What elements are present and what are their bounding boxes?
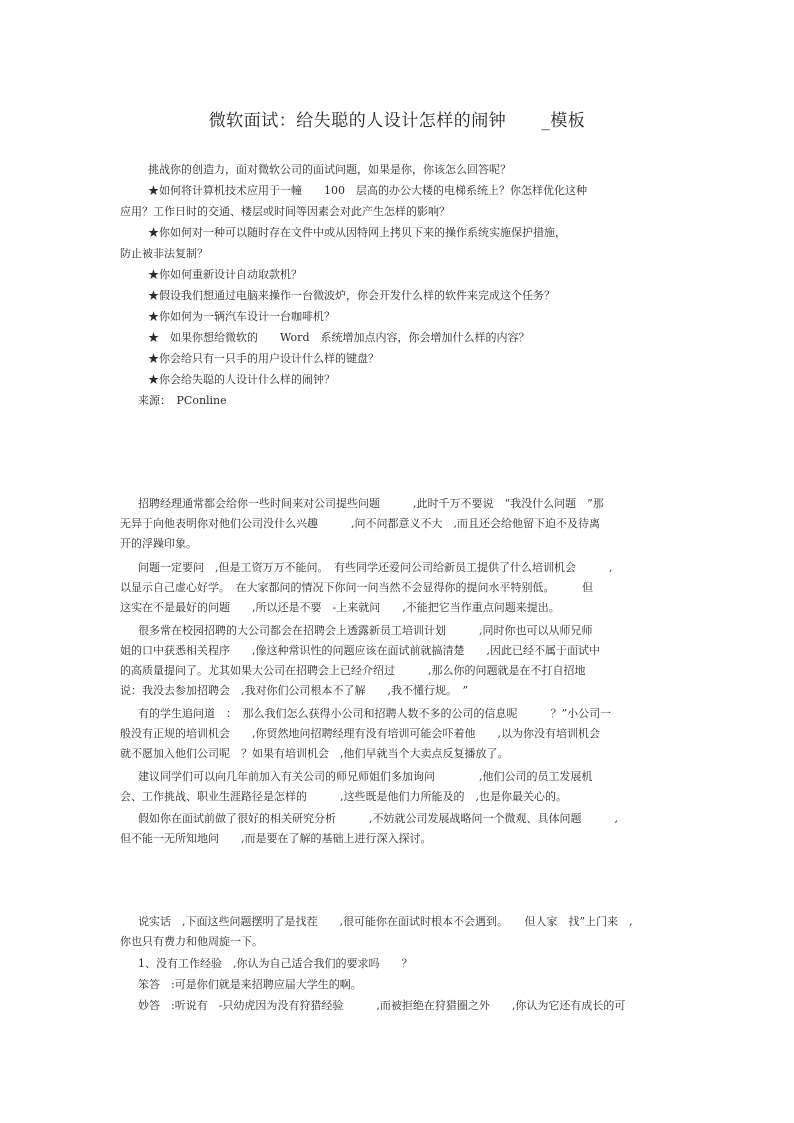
question-line: ★你如何对一种可以随时存在文件中或从因特网上拷贝下来的操作系统实施保护措施，	[148, 226, 566, 239]
paragraph-line: 建议同学们可以向几年前加入有关公司的师兄师姐们多加询问 ,他们公司的员工发展机	[138, 770, 593, 783]
paragraph-line: 但不能一无所知地问 ,而是要在了解的基础上进行深入探讨。	[120, 832, 432, 845]
question-line: ★你如何为一辆汽车设计一台咖啡机？	[148, 310, 335, 323]
question-line: 1、没有工作经验 ,你认为自己适合我们的要求吗 ？	[138, 957, 413, 970]
question-line: ★你会给只有一只手的用户设计什么样的键盘？	[148, 352, 379, 365]
paragraph-line: 无异于向他表明你对他们公司没什么兴趣 ,问不问都意义不大 ,而且还会给他留下迫不及待离	[120, 517, 600, 530]
paragraph-line: 假如你在面试前做了很好的相关研究分析 ,不妨就公司发展战略问一个微观、具体问题 ,	[138, 812, 618, 825]
paragraph-line: 说实话 ,下面这些问题摆明了是找茬 ,很可能你在面试时根本不会遇到。 但人家 找”上门来 ,	[138, 915, 633, 928]
question-line: 防止被非法复制？	[120, 247, 208, 260]
paragraph-line: 姐的口中获悉相关程序 ,像这种常识性的问题应该在面试前就搞清楚 ,因此已经不属于面试中	[120, 644, 600, 657]
question-line: 应用？工作日时的交通、楼层或时间等因素会对此产生怎样的影响？	[120, 205, 450, 218]
answer-line: 笨答 :可是你们就是来招聘应届大学生的啊。	[138, 978, 362, 991]
paragraph-line: 你也只有费力和他周旋一下。	[120, 935, 263, 948]
paragraph-line: 会、工作挑战、职业生涯路径是怎样的 ,这些既是他们力所能及的 ,也是你最关心的。	[120, 790, 567, 803]
question-line: ★假设我们想通过电脑来操作一台微波炉，你会开发什么样的软件来完成这个任务？	[148, 289, 555, 302]
answer-line: 妙答 :听说有 -只幼虎因为没有狩猎经验 ,而被拒绝在狩猎圈之外 ,你认为它还有成长的可	[138, 999, 626, 1012]
paragraph-line: 有的学生追问道 ： 那么我们怎么获得小公司和招聘人数不多的公司的信息呢 ？”小公司一	[138, 707, 612, 720]
paragraph-line: 以显示自己虚心好学。 在大家都问的情况下你问一问当然不会显得你的提问水平特别低。 但	[120, 581, 593, 594]
paragraph-line: 说：我没去参加招聘会 ,我对你们公司根本不了解 ,我不懂行规。 ”	[120, 684, 469, 697]
paragraph-line: 这实在不是最好的问题 ,所以还是不要 -上来就问 ,不能把它当作重点问题来提出。	[120, 601, 560, 614]
paragraph-line: 的高质量提问了。尤其如果大公司在招聘会上已经介绍过 ,那么你的问题就是在不打自招地	[120, 664, 586, 677]
paragraph-line: 很多常在校园招聘的大公司都会在招聘会上透露新员工培训计划 ,同时你也可以从师兄师	[138, 624, 593, 637]
question-line: ★你如何重新设计自动取款机？	[148, 268, 302, 281]
source-line: 来源： PConline	[138, 394, 227, 407]
paragraph-line: 招聘经理通常都会给你一些时间来对公司提些问题 ,此时千万不要说 “我没什么问题 ”那	[138, 497, 604, 510]
question-line: ★ 如果你想给微软的 Word 系统增加点内容，你会增加什么样的内容？	[148, 331, 530, 344]
paragraph-line: 问题一定要问 ,但是工资万万不能问。 有些同学还爱问公司给新员工提供了什么培训机会 ,	[138, 561, 613, 574]
paragraph-line: 般没有正规的培训机会 ,你贸然地问招聘经理有没有培训可能会吓着他 ,以为你没有培训机会	[120, 727, 600, 740]
paragraph-line: 就不愿加入他们公司呢 ？如果有培训机会 ,他们早就当个大卖点反复播放了。	[120, 747, 509, 760]
paragraph-line: 开的浮躁印象。	[120, 537, 197, 550]
question-line: ★你会给失聪的人设计什么样的闹钟？	[148, 373, 335, 386]
question-line: ★如何将计算机技术应用于一幢 100 层高的办公大楼的电梯系统上？你怎样优化这种	[148, 184, 587, 197]
document-title: 微软面试：给失聪的人设计怎样的闹钟 _模板	[208, 111, 586, 131]
paragraph-line: 挑战你的创造力，面对微软公司的面试问题，如果是你，你该怎么回答呢？	[148, 163, 511, 176]
